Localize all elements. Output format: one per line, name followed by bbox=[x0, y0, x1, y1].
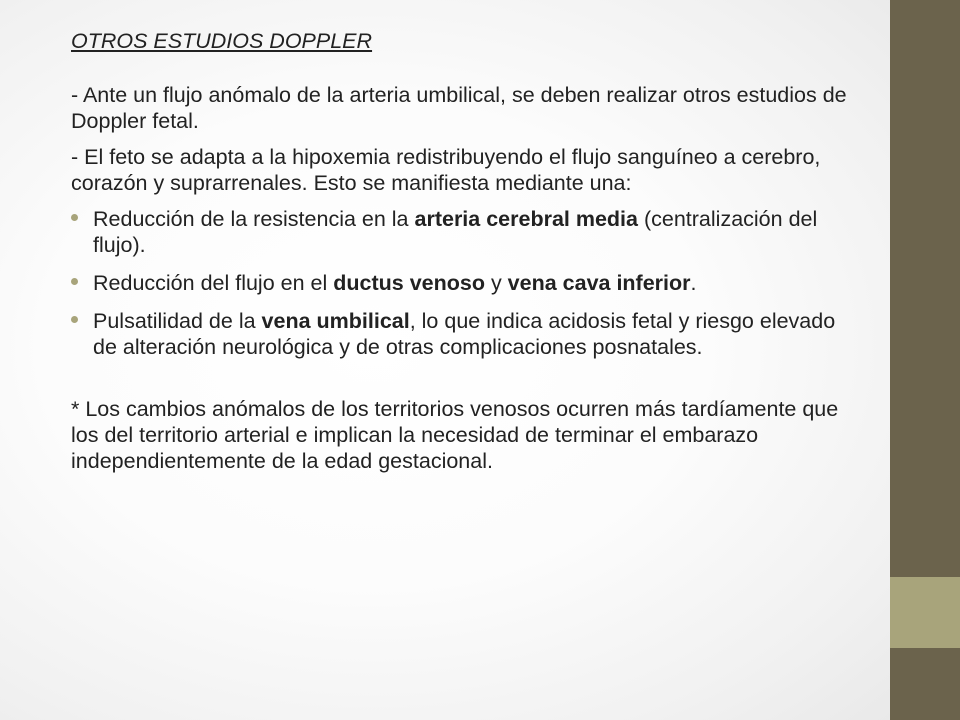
bullet-bold-term: vena umbilical bbox=[261, 309, 410, 333]
bullet-text: . bbox=[690, 271, 697, 295]
bullet-text: y bbox=[484, 271, 508, 295]
bullet-text: , lo que indica acidosis fetal y riesgo elevado de alteración neurológica y de otras complicaciones posnatales. bbox=[93, 309, 836, 359]
bullet-text: Pulsatilidad de la bbox=[93, 309, 262, 333]
bullet-cerebral-artery bbox=[71, 206, 851, 258]
decorative-sidebar bbox=[890, 0, 960, 720]
slide-content bbox=[71, 28, 851, 474]
bullet-bold-term: ductus venoso bbox=[333, 271, 485, 295]
paragraph-fetal-adaptation: - El feto se adapta a la hipoxemia redistribuyendo el flujo sanguíneo a cerebro, corazón y suprarrenales. Esto se manifiesta mediante una: bbox=[71, 145, 821, 195]
bullet-text: Reducción de la resistencia en la bbox=[93, 207, 415, 231]
sidebar-accent-block bbox=[890, 577, 960, 648]
bullet-bold-term: vena cava inferior bbox=[507, 271, 691, 295]
bullet-dot-icon bbox=[71, 214, 78, 221]
bullet-text: (centralización del flujo). bbox=[93, 207, 818, 257]
footnote-venous-changes: * Los cambios anómalos de los territorios venosos ocurren más tardíamente que los del territorio arterial e implican la necesidad de terminar el embarazo independientemente de la edad gestacional. bbox=[71, 397, 839, 473]
paragraph-abnormal-flow: - Ante un flujo anómalo de la arteria umbilical, se deben realizar otros estudios de Doppler fetal. bbox=[71, 83, 847, 133]
bullet-dot-icon bbox=[71, 278, 78, 285]
bullet-umbilical-vein bbox=[71, 308, 851, 360]
bullet-text: Reducción del flujo en el bbox=[93, 271, 334, 295]
bullet-bold-term: arteria cerebral media bbox=[414, 207, 638, 231]
slide-title: OTROS ESTUDIOS DOPPLER bbox=[71, 29, 373, 53]
bullet-dot-icon bbox=[71, 316, 78, 323]
bullet-ductus-venoso bbox=[71, 270, 851, 296]
